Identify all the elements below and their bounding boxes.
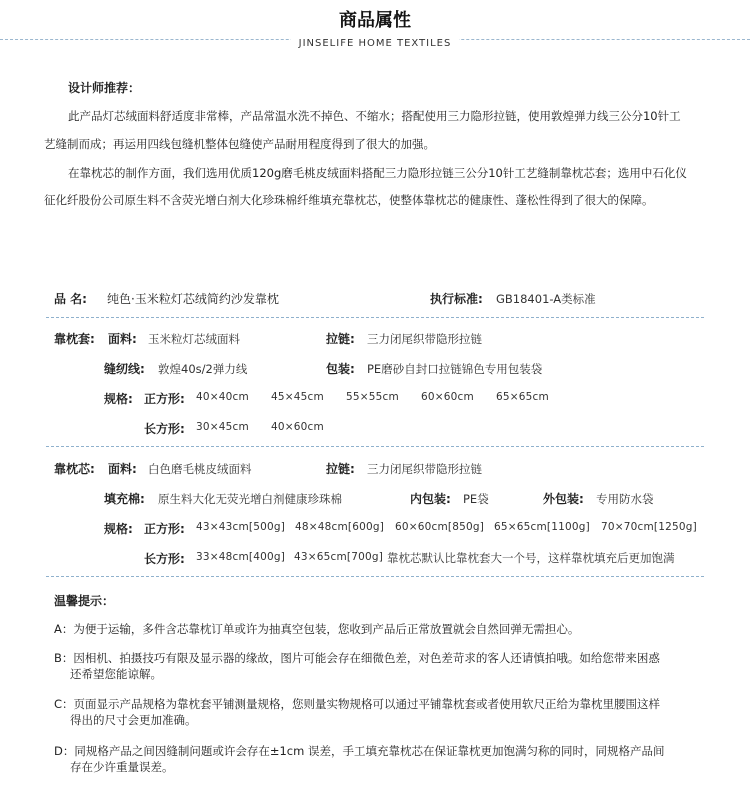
section-divider [46, 576, 704, 577]
tips-heading: 温馨提示： [54, 594, 115, 608]
core-spec-label: 规格: [104, 522, 133, 536]
section-divider [46, 446, 704, 447]
core-fill-label: 填充棉: [104, 492, 145, 506]
cover-thread-label: 缝纫线: [104, 362, 145, 376]
core-zipper-value: 三力闭尾织带隐形拉链 [367, 462, 482, 476]
cover-rect-size: 40×60cm [271, 421, 324, 433]
cover-square-label: 正方形: [144, 392, 185, 406]
core-rect-size: 33×48cm[400g] [196, 551, 286, 563]
cover-rect-label: 长方形: [144, 422, 185, 436]
core-fabric-value: 白色磨毛桃皮绒面料 [148, 462, 252, 476]
tip-c-line2: 得出的尺寸会更加准确。 [70, 713, 197, 727]
page-title: 商品属性 [339, 10, 411, 31]
core-square-size: 43×43cm[500g] [196, 521, 286, 533]
designer-p2-line2: 征化纤股份公司原生料不含荧光增白剂大化珍珠棉纤维填充靠枕芯，使整体靠枕芯的健康性、蓬松性得到了很大的保障。 [44, 193, 654, 207]
core-square-size: 60×60cm[850g] [395, 521, 485, 533]
designer-p1-line2: 艺缝制而成；再运用四线包缝机整体包缝使产品耐用程度得到了很大的加强。 [44, 137, 435, 151]
section-divider [46, 317, 704, 318]
core-fill-value: 原生料大化无荧光增白剂健康珍珠棉 [158, 492, 342, 506]
cover-thread-value: 敦煌40s/2弹力线 [158, 362, 248, 376]
core-rect-note: 靠枕芯默认比靠枕套大一个号，这样靠枕填充后更加饱满 [387, 551, 675, 565]
core-outer-label: 外包装: [543, 492, 584, 506]
core-square-label: 正方形: [144, 522, 185, 536]
core-square-size: 70×70cm[1250g] [601, 521, 697, 533]
cover-square-size: 55×55cm [346, 391, 399, 403]
tip-d-line1: D：同规格产品之间因缝制问题或许会存在±1cm 误差，手工填充靠枕芯在保证靠枕更加饱满匀称的同时，同规格产品间 [54, 744, 665, 758]
product-name-label: 品 名: [54, 292, 87, 306]
core-label: 靠枕芯: [54, 462, 95, 476]
core-inner-label: 内包装: [410, 492, 451, 506]
cover-zipper-value: 三力闭尾织带隐形拉链 [367, 332, 482, 346]
tip-a: A：为便于运输，多件含芯靠枕订单或许为抽真空包装，您收到产品后正常放置就会自然回弹无需担心。 [54, 622, 580, 636]
cover-fabric-label: 面料: [108, 332, 137, 346]
tip-b-line2: 还希望您能谅解。 [70, 667, 162, 681]
tip-d-line2: 存在少许重量误差。 [70, 760, 174, 774]
cover-square-size: 40×40cm [196, 391, 249, 403]
core-square-size: 48×48cm[600g] [295, 521, 385, 533]
cover-fabric-value: 玉米粒灯芯绒面料 [148, 332, 240, 346]
cover-zipper-label: 拉链: [326, 332, 355, 346]
cover-label: 靠枕套: [54, 332, 95, 346]
brand-subtitle [0, 31, 750, 50]
core-inner-value: PE袋 [463, 492, 489, 506]
designer-heading: 设计师推荐： [68, 81, 141, 95]
designer-p1-line1: 此产品灯芯绒面料舒适度非常棒，产品常温水洗不掉色、不缩水；搭配使用三力隐形拉链，使用敦煌弹力线三公分10针工 [68, 109, 681, 123]
cover-square-size: 45×45cm [271, 391, 324, 403]
standard-value: GB18401-A类标准 [496, 292, 596, 306]
core-square-size: 65×65cm[1100g] [494, 521, 590, 533]
core-outer-value: 专用防水袋 [596, 492, 654, 506]
cover-square-size: 65×65cm [496, 391, 549, 403]
cover-spec-label: 规格: [104, 392, 133, 406]
tip-c-line1: C：页面显示产品规格为靠枕套平铺测量规格，您则量实物规格可以通过平铺靠枕套或者使用软尺正给为靠枕里腰围这样 [54, 697, 661, 711]
tip-b-line1: B：因相机、拍摄技巧有限及显示器的缘故，图片可能会存在细微色差，对色差苛求的客人还请慎拍哦。如给您带来困惑 [54, 651, 660, 665]
core-zipper-label: 拉链: [326, 462, 355, 476]
cover-pack-label: 包装: [326, 362, 355, 376]
designer-p2-line1: 在靠枕芯的制作方面，我们选用优质120g磨毛桃皮绒面料搭配三力隐形拉链三公分10针工艺缝制靠枕芯套；选用中石化仪 [68, 166, 687, 180]
brand-subtitle-text: JINSELIFE HOME TEXTILES [291, 38, 460, 49]
core-rect-size: 43×65cm[700g] [294, 551, 384, 563]
standard-label: 执行标准: [430, 292, 483, 306]
cover-square-size: 60×60cm [421, 391, 474, 403]
cover-pack-value: PE磨砂自封口拉链锦色专用包装袋 [367, 362, 543, 376]
core-rect-label: 长方形: [144, 552, 185, 566]
product-name-value: 纯色·玉米粒灯芯绒简约沙发靠枕 [107, 292, 279, 306]
core-fabric-label: 面料: [108, 462, 137, 476]
cover-rect-size: 30×45cm [196, 421, 249, 433]
